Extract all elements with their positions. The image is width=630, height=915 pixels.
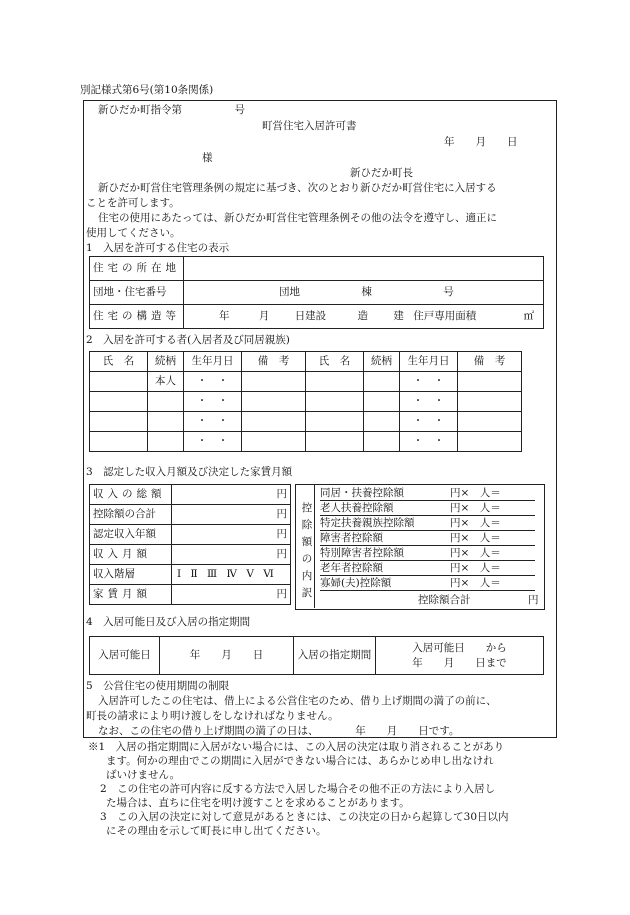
structure-label: 住宅の構造等	[90, 305, 184, 329]
col-relation: 続柄	[148, 352, 184, 372]
section5-line3: なお、この住宅の借り上げ期間の満了の日は、 年 月 日です。	[98, 725, 460, 737]
possible-date-label: 入居可能日	[90, 637, 160, 675]
move-in-table	[89, 636, 544, 675]
section5-line1: 入居許可したこの住宅は、借上による公営住宅のため、借り上げ期間の満了の前に、	[98, 695, 497, 707]
section5-heading: 5 公営住宅の使用期間の制限	[86, 680, 230, 692]
col-remarks-2: 備 考	[458, 352, 522, 372]
table-row: ・ ・ ・ ・	[90, 412, 522, 432]
body-paragraph-1b: ことを許可します。	[86, 197, 180, 209]
annual-income-label: 認定収入年額	[90, 525, 172, 545]
deduction-title: 控除額の内訳	[301, 502, 313, 599]
section5-line2: 町長の請求により明け渡しをしなければなりません。	[86, 710, 339, 722]
section2-heading: 2 入居を許可する者(入居者及び同居親族)	[86, 334, 290, 346]
income-class-options: Ⅰ Ⅱ Ⅲ Ⅳ Ⅴ Ⅵ	[172, 565, 291, 585]
issue-number: 新ひだか町指令第 号	[98, 104, 245, 116]
income-table	[89, 484, 291, 605]
note-1c: ばいけません。	[106, 769, 181, 781]
relation-self: 本人	[148, 372, 184, 392]
possible-date-value[interactable]: 年 月 日	[160, 637, 294, 675]
col-birthdate: 生年月日	[184, 352, 242, 372]
body-paragraph-2a: 住宅の使用にあたっては、新ひだか町営住宅管理条例その他の法令を遵守し、適正に	[98, 212, 497, 224]
section4-heading: 4 入居可能日及び入居の指定期間	[86, 616, 251, 628]
note-1a: ※1 入居の指定期間に入居がない場合には、この入居の決定は取り消されることがあり	[88, 741, 505, 753]
location-label: 住宅の所在地	[90, 257, 184, 281]
deduction-item: 特別障害者控除額 円× 人＝	[320, 547, 535, 561]
annual-income-value: 円	[172, 525, 291, 545]
issue-date: 年 月 日	[444, 136, 518, 148]
structure-value[interactable]: 年 月 日建設 造 建 住戸専用面積 ㎡	[184, 305, 544, 329]
body-paragraph-1a: 新ひだか町営住宅管理条例の規定に基づき、次のとおり新ひだか町営住宅に入居する	[98, 182, 497, 194]
deduction-item: 同居・扶養控除額 円× 人＝	[320, 487, 535, 501]
income-class-label: 収入階層	[90, 565, 172, 585]
issuer: 新ひだか町長	[350, 167, 413, 179]
deduction-sum-value: 円	[172, 505, 291, 525]
deduction-total-label: 控除額合計	[418, 594, 471, 606]
col-name-2: 氏 名	[306, 352, 364, 372]
total-income-label: 収入の総額	[90, 485, 172, 505]
deduction-total-unit: 円	[528, 594, 539, 606]
col-name: 氏 名	[90, 352, 148, 372]
deduction-item: 老年者控除額 円× 人＝	[320, 562, 535, 576]
rent-value: 円	[172, 585, 291, 605]
col-birthdate-2: 生年月日	[400, 352, 458, 372]
deduction-sum-label: 控除額の合計	[90, 505, 172, 525]
table-row: 本人 ・ ・ ・ ・	[90, 372, 522, 392]
period-label: 入居の指定期間	[294, 637, 376, 675]
note-1b: ます。何かの理由でこの期間に入居ができない場合には、あらかじめ申し出なけれ	[106, 755, 494, 767]
deduction-item: 老人扶養控除額 円× 人＝	[320, 502, 535, 516]
section1-heading: 1 入居を許可する住宅の表示	[86, 242, 230, 254]
note-2b: た場合は、直ちに住宅を明け渡すことを求めることがあります。	[106, 797, 410, 809]
body-paragraph-2b: 使用してください。	[86, 227, 181, 239]
location-value[interactable]	[184, 257, 544, 281]
form-label: 別記様式第6号(第10条関係)	[80, 84, 214, 96]
table-row: ・ ・ ・ ・	[90, 432, 522, 452]
document-title: 町営住宅入居許可書	[262, 120, 357, 132]
note-2a: 2 この住宅の許可内容に反する方法で入居した場合その他不正の方法により入居し	[100, 783, 496, 795]
addressee-suffix: 様	[202, 152, 213, 164]
complex-number-label: 団地・住宅番号	[90, 281, 184, 305]
deduction-item: 障害者控除額 円× 人＝	[320, 532, 535, 546]
col-remarks: 備 考	[242, 352, 306, 372]
residents-table	[89, 351, 522, 452]
complex-number-value[interactable]: 団地 棟 号	[184, 281, 544, 305]
note-3a: 3 この入居の決定に対して意見があるときには、この決定の日から起算して30日以内	[100, 811, 509, 823]
total-income-value: 円	[172, 485, 291, 505]
col-relation-2: 続柄	[364, 352, 400, 372]
housing-table	[89, 256, 544, 329]
rent-label: 家賃月額	[90, 585, 172, 605]
note-3b: にその理由を示して町長に申し出てください。	[106, 825, 327, 837]
monthly-income-value: 円	[172, 545, 291, 565]
table-row: ・ ・ ・ ・	[90, 392, 522, 412]
section3-heading: 3 認定した収入月額及び決定した家賃月額	[86, 466, 293, 478]
deduction-item: 特定扶養親族控除額 円× 人＝	[320, 517, 535, 531]
deduction-item: 寡婦(夫)控除額 円× 人＝	[320, 577, 535, 591]
period-value[interactable]: 入居可能日 から 年 月 日まで	[376, 637, 544, 675]
monthly-income-label: 収入月額	[90, 545, 172, 565]
